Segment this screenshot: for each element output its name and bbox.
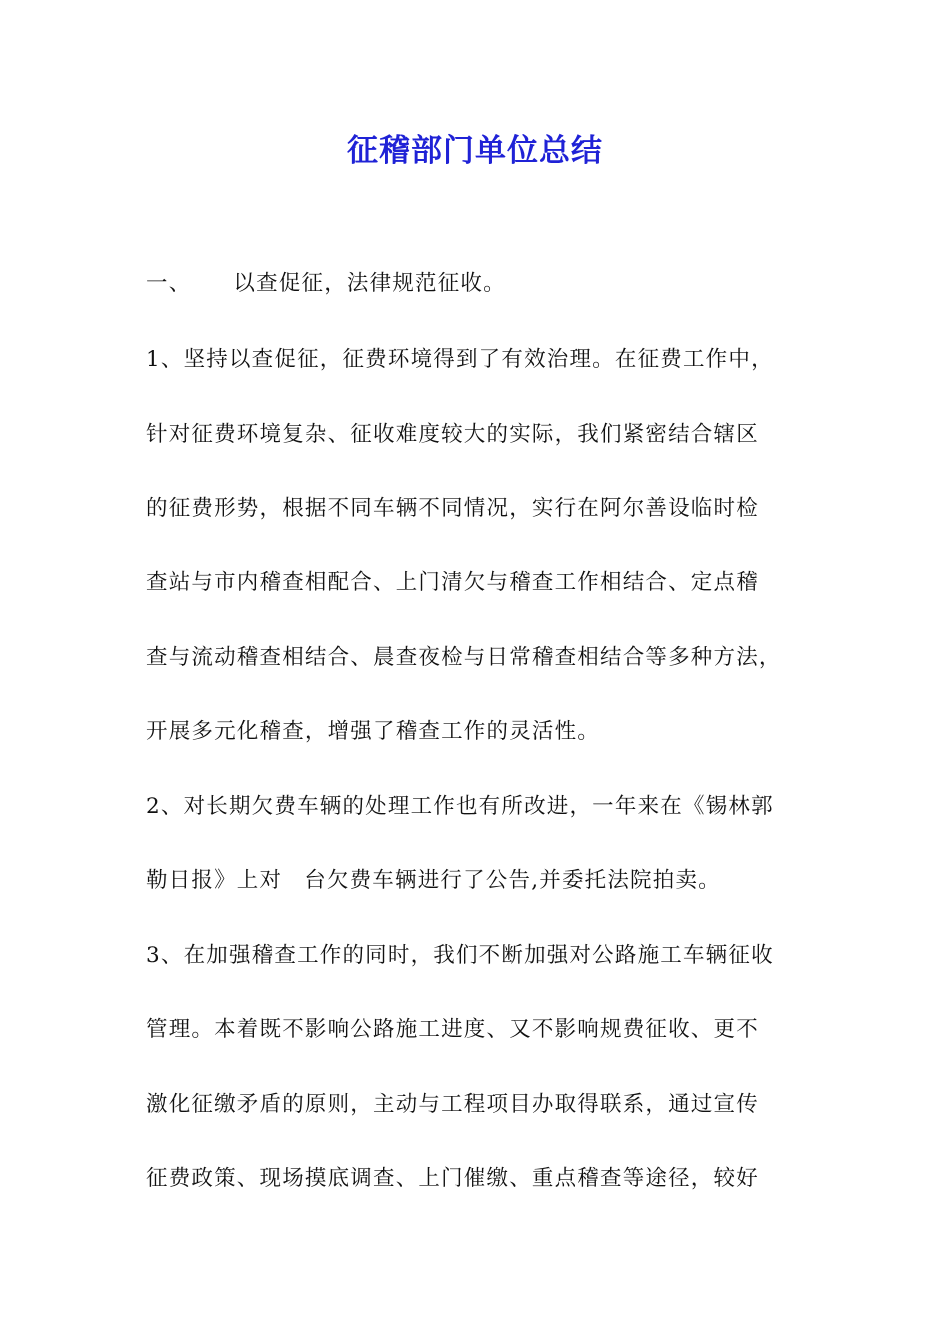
- paragraph-line: 查与流动稽查相结合、晨查夜检与日常稽查相结合等多种方法，: [146, 645, 782, 670]
- paragraph-line: 1、坚持以查促征，征费环境得到了有效治理。在征费工作中，: [146, 347, 774, 372]
- paragraph-line: 2、对长期欠费车辆的处理工作也有所改进，一年来在《锡林郭: [146, 794, 774, 819]
- section-heading: [146, 264, 506, 304]
- section-heading-text: 以查促征，法律规范征收。: [233, 271, 506, 296]
- paragraph-line: 征费政策、现场摸底调查、上门催缴、重点稽查等途径，较好: [146, 1166, 759, 1191]
- paragraph-line: 管理。本着既不影响公路施工进度、又不影响规费征收、更不: [146, 1017, 759, 1042]
- paragraph-text: 勒日报》上对: [146, 868, 283, 893]
- paragraph-line: 开展多元化稽查，增强了稽查工作的灵活性。: [146, 719, 601, 744]
- paragraph-line: [146, 861, 721, 901]
- paragraph-line: 的征费形势，根据不同车辆不同情况，实行在阿尔善设临时检: [146, 496, 759, 521]
- paragraph-text: 台欠费车辆进行了公告,并委托法院拍卖。: [304, 868, 721, 893]
- paragraph-line: 3、在加强稽查工作的同时，我们不断加强对公路施工车辆征收: [146, 943, 774, 968]
- section-marker: 一、: [146, 271, 192, 296]
- document-title: 征稽部门单位总结: [347, 133, 603, 169]
- paragraph-line: 激化征缴矛盾的原则，主动与工程项目办取得联系，通过宣传: [146, 1092, 759, 1117]
- paragraph-line: 针对征费环境复杂、征收难度较大的实际，我们紧密结合辖区: [146, 422, 759, 447]
- paragraph-line: 查站与市内稽查相配合、上门清欠与稽查工作相结合、定点稽: [146, 570, 759, 595]
